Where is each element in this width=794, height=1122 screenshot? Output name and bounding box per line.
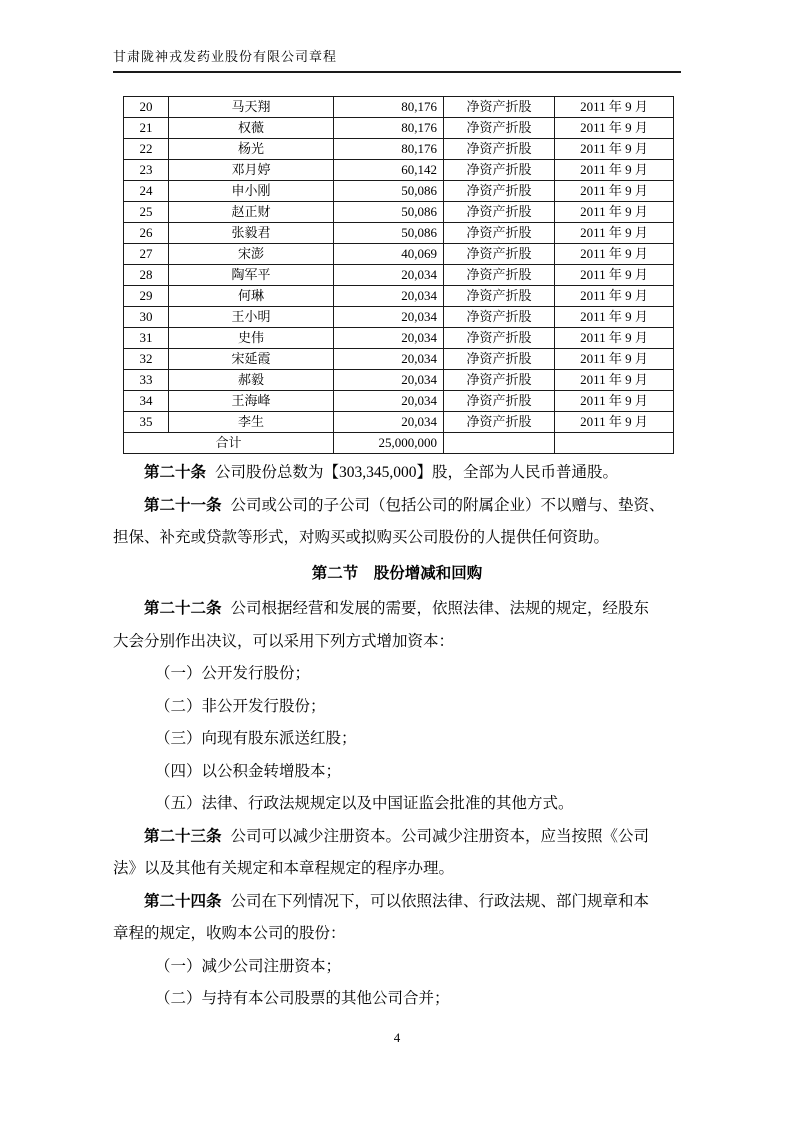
shareholder-name-cell: 王海峰	[169, 391, 334, 412]
shares-cell: 80,176	[334, 139, 444, 160]
row-index-cell: 32	[124, 349, 169, 370]
table-row	[124, 391, 674, 412]
row-index-cell: 24	[124, 181, 169, 202]
article-line	[113, 821, 681, 854]
method-cell: 净资产折股	[444, 349, 555, 370]
table-row	[124, 244, 674, 265]
date-cell: 2011 年 9 月	[555, 349, 674, 370]
shareholder-table-body	[124, 97, 674, 454]
article-text: 担保、补充或贷款等形式，对购买或拟购买公司股份的人提供任何资助。	[113, 529, 610, 546]
article-text: （二）非公开发行股份；	[155, 697, 326, 715]
shares-cell: 20,034	[334, 265, 444, 286]
total-method-cell	[444, 433, 555, 454]
method-cell: 净资产折股	[444, 265, 555, 286]
shareholder-name-cell: 陶军平	[169, 265, 334, 286]
article-text: （三）向现有股东派送红股；	[155, 730, 357, 747]
shares-cell: 80,176	[334, 97, 444, 118]
date-cell: 2011 年 9 月	[555, 202, 674, 223]
list-item-line	[113, 951, 681, 984]
article-text: 公司可以减少注册资本。公司减少注册资本，应当按照《公司	[230, 827, 650, 845]
table-row	[124, 160, 674, 181]
date-cell: 2011 年 9 月	[555, 328, 674, 349]
shareholder-name-cell: 史伟	[169, 328, 334, 349]
row-index-cell: 33	[124, 370, 169, 391]
row-index-cell: 22	[124, 139, 169, 160]
table-row	[124, 370, 674, 391]
shareholder-name-cell: 马天翔	[169, 97, 334, 118]
total-label-cell: 合计	[124, 433, 334, 454]
row-index-cell: 25	[124, 202, 169, 223]
method-cell: 净资产折股	[444, 202, 555, 223]
table-row	[124, 118, 674, 139]
table-row	[124, 328, 674, 349]
date-cell: 2011 年 9 月	[555, 118, 674, 139]
row-index-cell: 30	[124, 307, 169, 328]
list-item-line	[113, 658, 681, 691]
table-row	[124, 223, 674, 244]
article-line	[113, 593, 681, 626]
list-item-line	[113, 756, 681, 789]
row-index-cell: 34	[124, 391, 169, 412]
shareholder-name-cell: 张毅君	[169, 223, 334, 244]
article-text: （二）与持有本公司股票的其他公司合并；	[155, 990, 450, 1007]
date-cell: 2011 年 9 月	[555, 265, 674, 286]
article-text: 公司根据经营和发展的需要，依照法律、法规的规定，经股东	[230, 600, 650, 617]
shares-cell: 20,034	[334, 349, 444, 370]
method-cell: 净资产折股	[444, 286, 555, 307]
row-index-cell: 28	[124, 265, 169, 286]
table-row	[124, 181, 674, 202]
date-cell: 2011 年 9 月	[555, 223, 674, 244]
date-cell: 2011 年 9 月	[555, 181, 674, 202]
shareholder-name-cell: 宋延霞	[169, 349, 334, 370]
article-text: 大会分别作出决议，可以采用下列方式增加资本：	[113, 632, 455, 650]
article-content	[113, 457, 681, 1016]
article-text: 公司股份总数为【303,345,000】股，全部为人民币普通股。	[215, 464, 619, 481]
date-cell: 2011 年 9 月	[555, 391, 674, 412]
shareholder-name-cell: 邓月婷	[169, 160, 334, 181]
shares-cell: 20,034	[334, 370, 444, 391]
list-item-line	[113, 723, 681, 756]
shares-cell: 80,176	[334, 118, 444, 139]
method-cell: 净资产折股	[444, 223, 555, 244]
shares-cell: 20,034	[334, 286, 444, 307]
article-number: 第二十二条	[144, 600, 222, 617]
article-line	[113, 490, 681, 523]
article-number: 第二十条	[144, 464, 207, 481]
table-total-row	[124, 433, 674, 454]
row-index-cell: 21	[124, 118, 169, 139]
row-index-cell: 20	[124, 97, 169, 118]
shareholder-name-cell: 申小刚	[169, 181, 334, 202]
article-text: 章程的规定，收购本公司的股份：	[113, 925, 346, 942]
shareholder-name-cell: 权薇	[169, 118, 334, 139]
list-item-line	[113, 788, 681, 821]
method-cell: 净资产折股	[444, 97, 555, 118]
article-line	[113, 626, 681, 659]
date-cell: 2011 年 9 月	[555, 139, 674, 160]
method-cell: 净资产折股	[444, 391, 555, 412]
shareholder-name-cell: 宋澎	[169, 244, 334, 265]
article-line	[113, 918, 681, 951]
row-index-cell: 35	[124, 412, 169, 433]
total-shares-cell: 25,000,000	[334, 433, 444, 454]
page-footer	[113, 1030, 681, 1046]
article-text: 公司或公司的子公司（包括公司的附属企业）不以赠与、垫资、	[230, 496, 665, 514]
table-row	[124, 139, 674, 160]
date-cell: 2011 年 9 月	[555, 370, 674, 391]
article-text: （一）减少公司注册资本；	[155, 957, 342, 975]
table-row	[124, 412, 674, 433]
method-cell: 净资产折股	[444, 328, 555, 349]
shareholder-name-cell: 杨光	[169, 139, 334, 160]
row-index-cell: 27	[124, 244, 169, 265]
total-date-cell	[555, 433, 674, 454]
row-index-cell: 26	[124, 223, 169, 244]
article-text: 公司在下列情况下，可以依照法律、行政法规、部门规章和本	[230, 892, 650, 910]
article-line	[113, 886, 681, 919]
date-cell: 2011 年 9 月	[555, 160, 674, 181]
article-number: 第二十一条	[144, 496, 222, 514]
date-cell: 2011 年 9 月	[555, 412, 674, 433]
shares-cell: 60,142	[334, 160, 444, 181]
date-cell: 2011 年 9 月	[555, 97, 674, 118]
method-cell: 净资产折股	[444, 307, 555, 328]
article-number: 第二十三条	[144, 827, 222, 845]
header-title: 甘肃陇神戎发药业股份有限公司章程	[113, 49, 338, 64]
table-row	[124, 202, 674, 223]
method-cell: 净资产折股	[444, 412, 555, 433]
article-text: （一）公开发行股份；	[155, 665, 311, 682]
method-cell: 净资产折股	[444, 244, 555, 265]
table-row	[124, 307, 674, 328]
method-cell: 净资产折股	[444, 139, 555, 160]
article-line	[113, 853, 681, 886]
article-number: 第二十四条	[144, 892, 222, 910]
shareholder-name-cell: 赵正财	[169, 202, 334, 223]
article-text: （四）以公积金转增股本；	[155, 762, 342, 780]
article-text: 法》以及其他有关规定和本章程规定的程序办理。	[113, 860, 455, 877]
table-row	[124, 349, 674, 370]
method-cell: 净资产折股	[444, 370, 555, 391]
shares-cell: 20,034	[334, 412, 444, 433]
article-line	[113, 522, 681, 555]
table-row	[124, 286, 674, 307]
date-cell: 2011 年 9 月	[555, 307, 674, 328]
shareholder-name-cell: 郝毅	[169, 370, 334, 391]
method-cell: 净资产折股	[444, 160, 555, 181]
method-cell: 净资产折股	[444, 118, 555, 139]
row-index-cell: 31	[124, 328, 169, 349]
shares-cell: 50,086	[334, 181, 444, 202]
shareholder-table	[123, 96, 674, 454]
shares-cell: 40,069	[334, 244, 444, 265]
row-index-cell: 29	[124, 286, 169, 307]
shareholder-name-cell: 何琳	[169, 286, 334, 307]
date-cell: 2011 年 9 月	[555, 244, 674, 265]
method-cell: 净资产折股	[444, 181, 555, 202]
article-text: （五）法律、行政法规规定以及中国证监会批准的其他方式。	[155, 795, 574, 812]
shares-cell: 20,034	[334, 307, 444, 328]
shares-cell: 50,086	[334, 223, 444, 244]
article-line	[113, 457, 681, 490]
shareholder-name-cell: 李生	[169, 412, 334, 433]
shares-cell: 50,086	[334, 202, 444, 223]
list-item-line	[113, 983, 681, 1016]
page-number: 4	[393, 1029, 401, 1045]
row-index-cell: 23	[124, 160, 169, 181]
date-cell: 2011 年 9 月	[555, 286, 674, 307]
table-row	[124, 97, 674, 118]
shares-cell: 20,034	[334, 391, 444, 412]
page-header	[113, 46, 681, 73]
table-row	[124, 265, 674, 286]
section-heading: 第二节 股份增减和回购	[311, 564, 483, 582]
shares-cell: 20,034	[334, 328, 444, 349]
shareholder-name-cell: 王小明	[169, 307, 334, 328]
list-item-line	[113, 691, 681, 724]
